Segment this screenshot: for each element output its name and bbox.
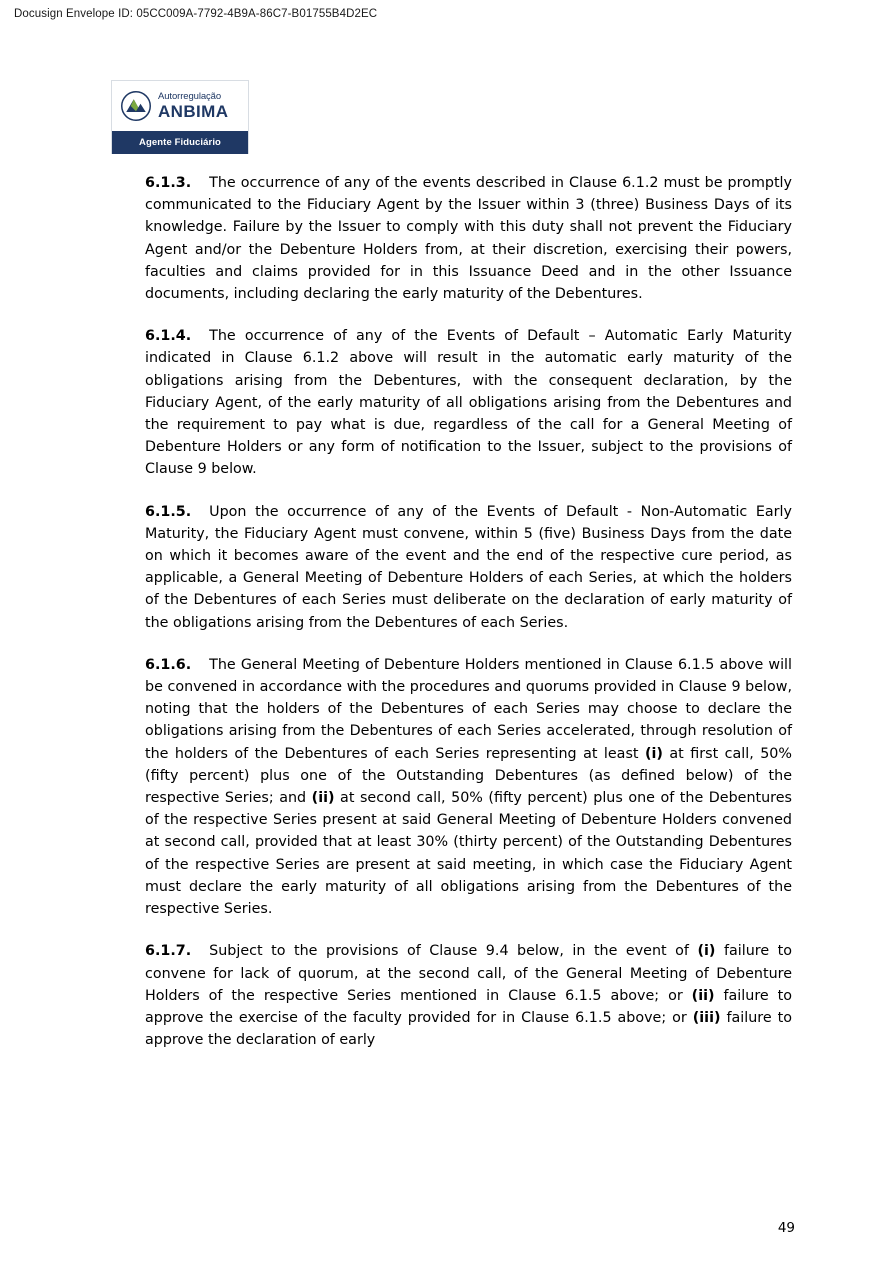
clause-paragraph-6-1-7 [145,940,792,1051]
clause-number: 6.1.4. [145,328,192,345]
page-number: 49 [777,1220,795,1236]
anbima-logo-banner: Agente Fiduciário [112,131,248,154]
clause-number: 6.1.6. [145,656,192,673]
clause-paragraph-6-1-6 [145,654,792,920]
clause-number: 6.1.3. [145,175,192,191]
anbima-logo [111,80,249,154]
anbima-logo-line1: Autorregulação [158,91,222,103]
document-body [145,172,792,1051]
anbima-mountain-icon [121,91,151,121]
clause-text: Upon the occurrence of any of the Events of Default - Non-Automatic Early Maturity, the Fiduciary Agent must convene, within 5 (five) Business Days from the date on which it becomes aware of the event and the end of the respective cure period, as applicable, a General Meeting of Debenture Holders of each Series, at which the holders of the Debentures of each Series must deliberate on the declaration of early maturity of the obligations arising from the Debentures of each Series. [145,503,792,631]
clause-paragraph-6-1-3 [145,172,792,305]
clause-paragraph-6-1-4 [145,325,792,480]
clause-paragraph-6-1-5 [145,501,792,634]
clause-text: The General Meeting of Debenture Holders mentioned in Clause 6.1.5 above will be convened in accordance with the procedures and quorums provided in Clause 9 below, noting that the holders of the Debentures of each Series may choose to declare the obligations arising from the Debentures of each Series accelerated, through resolution of the holders of the Debentures of each Series representing at least (i) at first call, 50% (fifty percent) plus one of the Outstanding Debentures (as defined below) of the respective Series; and (ii) at second call, 50% (fifty percent) plus one of the Debentures of the respective Series present at said General Meeting of Debenture Holders convened at second call, provided that at least 30% (thirty percent) of the Outstanding Debentures of the respective Series are present at said meeting, in which case the Fiduciary Agent must declare the early maturity of all obligations arising from the Debentures of the respective Series. [145,656,792,918]
docusign-envelope-id: Docusign Envelope ID: 05CC009A-7792-4B9A-86C7-B01755B4D2EC [14,8,378,20]
anbima-logo-top [112,81,248,131]
clause-number: 6.1.7. [145,943,192,960]
clause-number: 6.1.5. [145,503,192,520]
clause-text: Subject to the provisions of Clause 9.4 below, in the event of (i) failure to convene for lack of quorum, at the second call, of the General Meeting of Debenture Holders of the respective Series mentioned in Clause 6.1.5 above; or (ii) failure to approve the exercise of the faculty provided for in Clause 6.1.5 above; or (iii) failure to approve the declaration of early [145,943,792,1049]
clause-text: The occurrence of any of the events described in Clause 6.1.2 must be promptly communicated to the Fiduciary Agent by the Issuer within 3 (three) Business Days of its knowledge. Failure by the Issuer to comply with this duty shall not prevent the Fiduciary Agent and/or the Debenture Holders from, at their discretion, exercising their powers, faculties and claims provided for in this Issuance Deed and in the other Issuance documents, including declaring the early maturity of the Debentures. [145,175,792,303]
anbima-logo-line2: ANBIMA [158,101,229,121]
clause-text: The occurrence of any of the Events of Default – Automatic Early Maturity indicated in Clause 6.1.2 above will result in the automatic early maturity of the obligations arising from the Debentures, with the consequent declaration, by the Fiduciary Agent, of the early maturity of all obligations arising from the Debentures and the requirement to pay what is due, regardless of the call for a General Meeting of Debenture Holders or any form of notification to the Issuer, subject to the provisions of Clause 9 below. [145,328,792,478]
